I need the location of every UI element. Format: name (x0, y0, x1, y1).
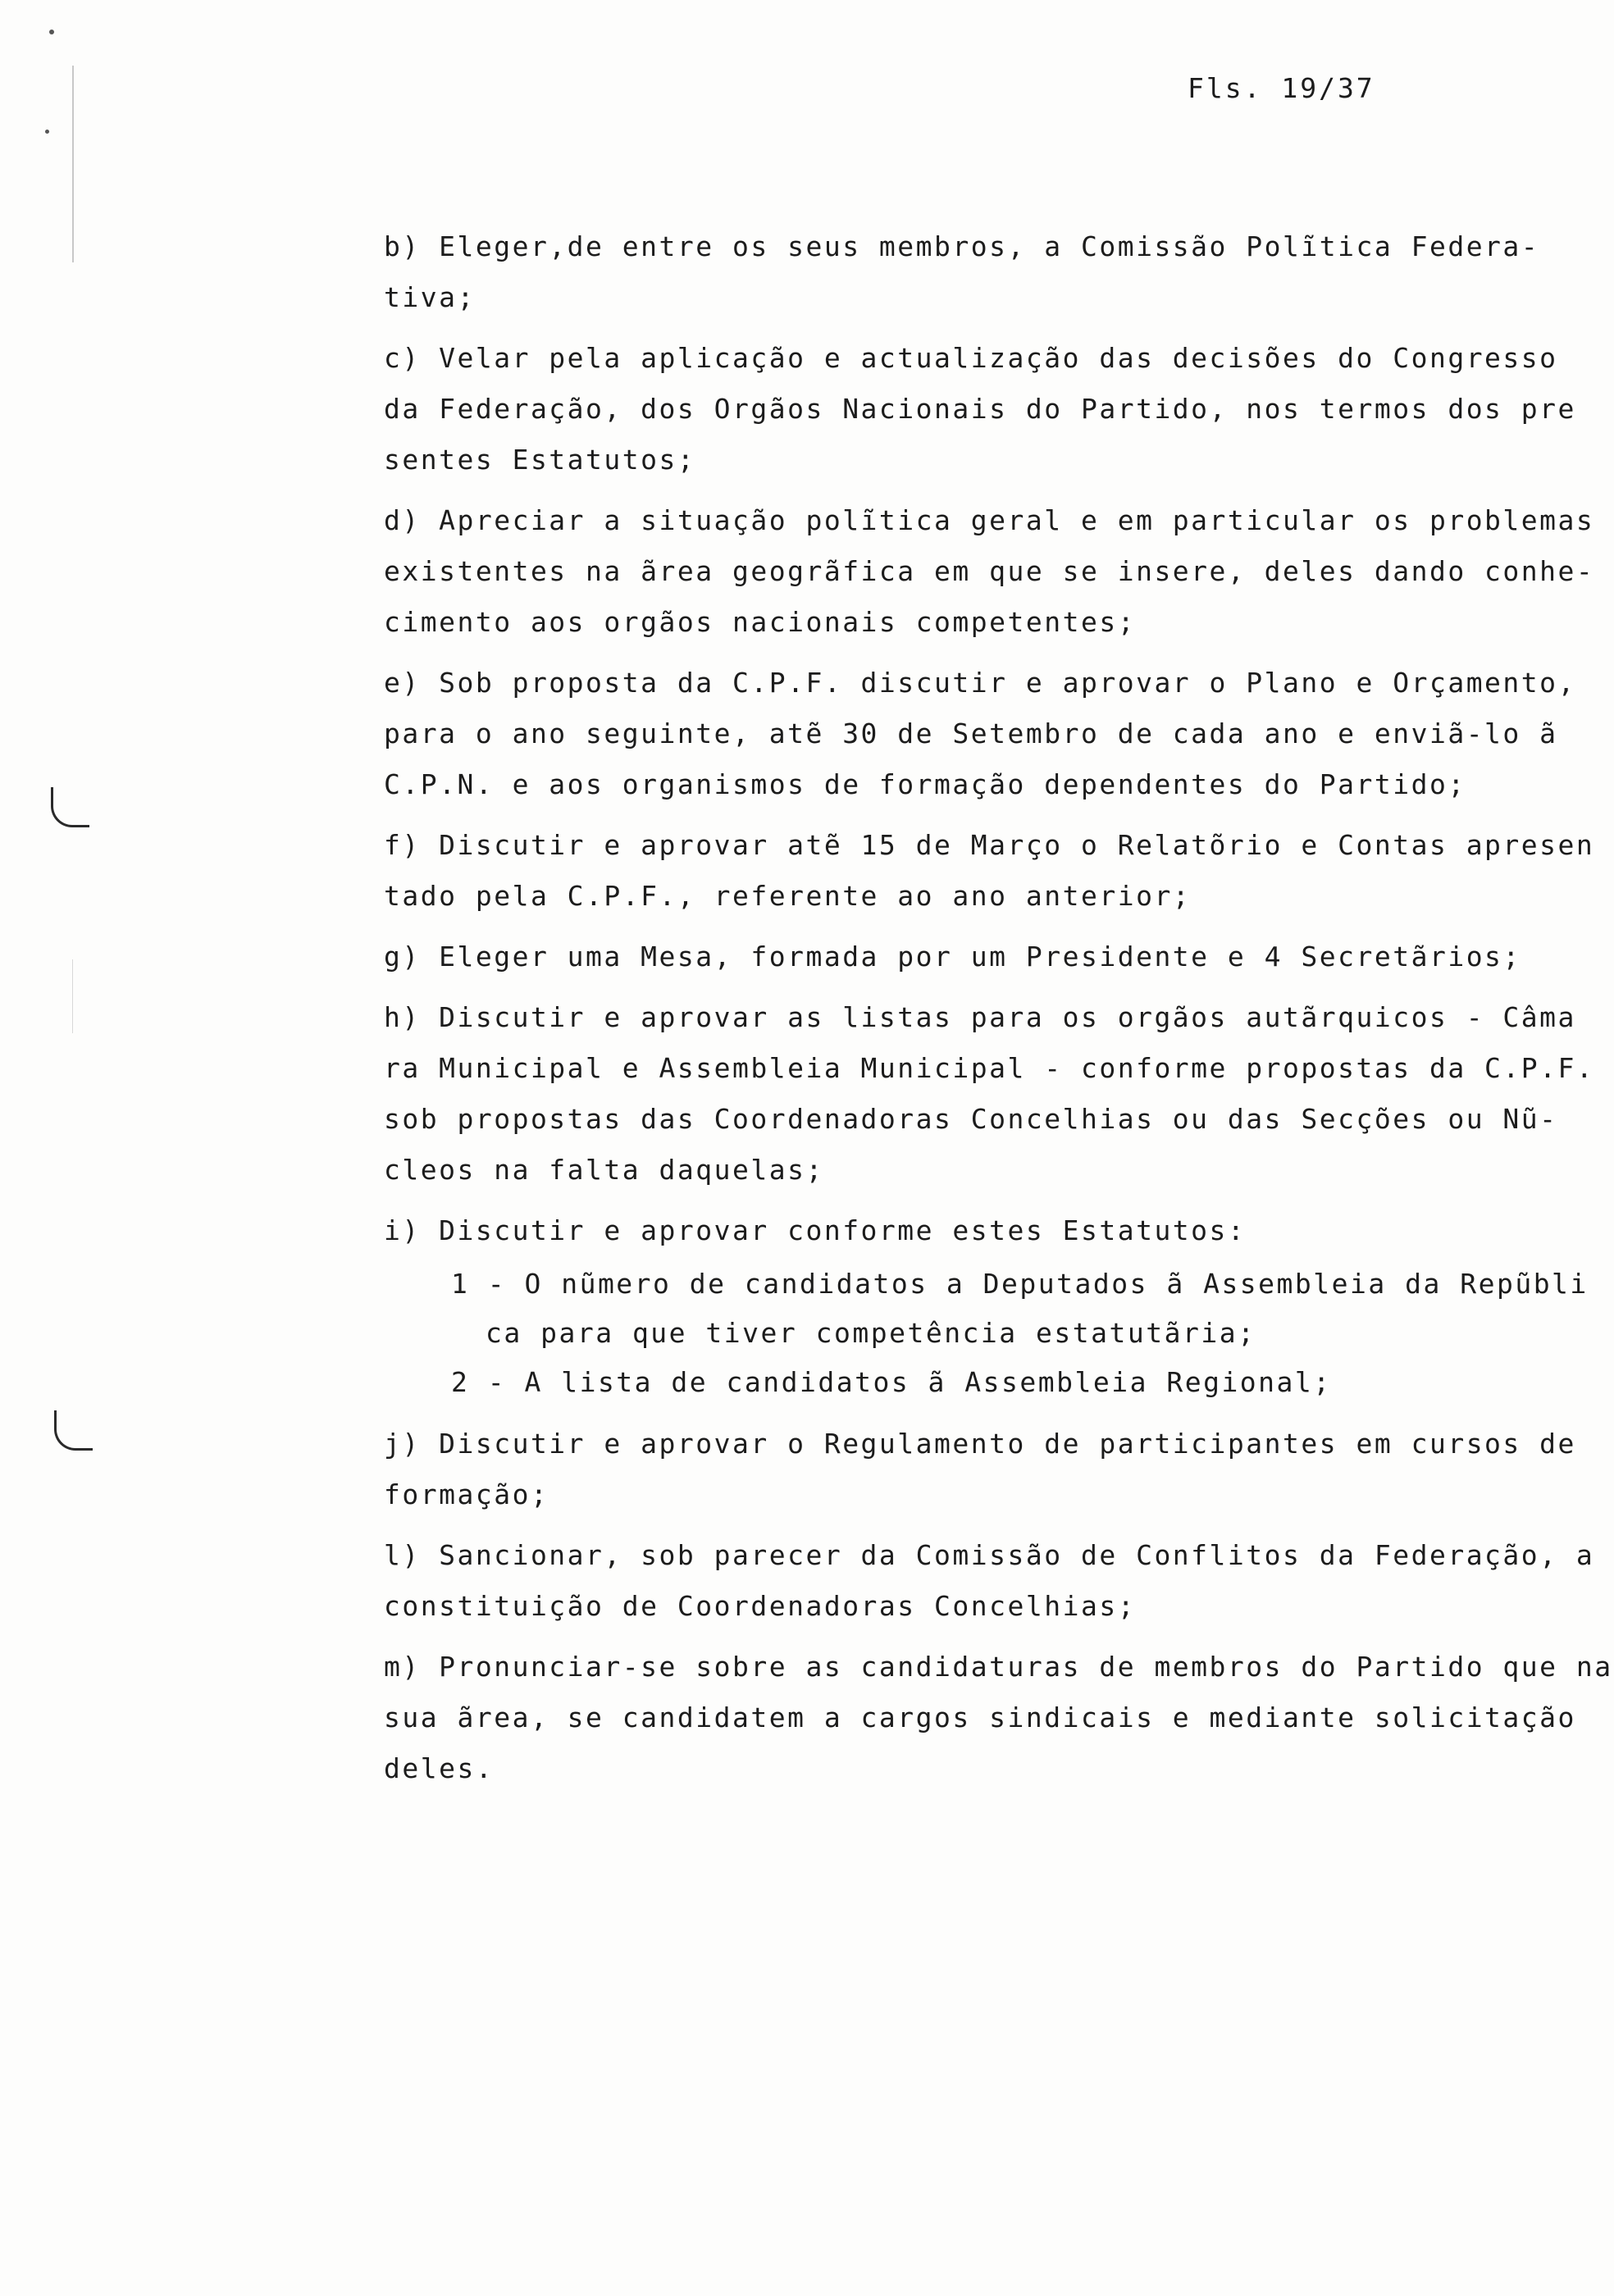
clause-j (384, 1419, 1576, 1520)
text-line: m) Pronunciar-se sobre as candidaturas de membros do Partido que na (384, 1651, 1613, 1683)
text-line: f) Discutir e aprovar atẽ 15 de Março o Relatõrio e Contas apresen (384, 829, 1595, 861)
text-line: sua ãrea, se candidatem a cargos sindicais e mediante solicitação (384, 1702, 1576, 1733)
text-line: h) Discutir e aprovar as listas para os orgãos autãrquicos - Câma (384, 1001, 1576, 1033)
document-body (384, 221, 1613, 1804)
punch-mark (49, 30, 54, 34)
text-line: g) Eleger uma Mesa, formada por um Presidente e 4 Secretãrios; (384, 941, 1521, 973)
text-line: tiva; (384, 281, 476, 313)
binding-margin-line-lower (72, 959, 73, 1033)
binding-hook-mark-upper (51, 787, 89, 827)
text-line: d) Apreciar a situação polĩtica geral e em particular os problemas (384, 504, 1595, 536)
text-line: c) Velar pela aplicação e actualização das decisões do Congresso (384, 342, 1558, 374)
text-line: ra Municipal e Assembleia Municipal - conforme propostas da C.P.F. (384, 1052, 1595, 1084)
text-line: para o ano seguinte, atẽ 30 de Setembro de cada ano e enviã-lo ã (384, 718, 1558, 749)
punch-mark-2 (45, 130, 49, 134)
text-line: i) Discutir e aprovar conforme estes Estatutos: (384, 1214, 1247, 1246)
clause-e (384, 658, 1576, 810)
text-line: tado pela C.P.F., referente ao ano anterior; (384, 880, 1192, 912)
text-line: da Federação, dos Orgãos Nacionais do Partido, nos termos dos pre (384, 393, 1576, 425)
text-line: constituição de Coordenadoras Concelhias; (384, 1590, 1137, 1622)
text-line: C.P.N. e aos organismos de formação dependentes do Partido; (384, 768, 1466, 800)
text-line: deles. (384, 1752, 495, 1784)
clause-c (384, 333, 1576, 485)
text-line: sentes Estatutos; (384, 444, 696, 476)
text-line: sob propostas das Coordenadoras Concelhias ou das Secções ou Nũ- (384, 1103, 1558, 1135)
text-line: formação; (384, 1478, 549, 1510)
sublist-item-2: 2 - A lista de candidatos ã Assembleia Regional; (451, 1366, 1332, 1398)
clause-l (384, 1530, 1595, 1632)
clause-d (384, 495, 1595, 648)
text-line: b) Eleger,de entre os seus membros, a Comissão Polĩtica Federa- (384, 230, 1540, 262)
clause-i (384, 1205, 1516, 1256)
text-line: existentes na ãrea geogrãfica em que se insere, deles dando conhe- (384, 555, 1595, 587)
sublist-item-1: 1 - O nũmero de candidatos a Deputados ã Assembleia da Repũbli (451, 1268, 1589, 1300)
text-line: j) Discutir e aprovar o Regulamento de participantes em cursos de (384, 1428, 1576, 1460)
clause-i-sublist (384, 1260, 1589, 1407)
clause-f (384, 820, 1595, 922)
text-line: cleos na falta daquelas; (384, 1154, 824, 1186)
text-line: l) Sancionar, sob parecer da Comissão de Conflitos da Federação, a (384, 1539, 1595, 1571)
text-line: cimento aos orgãos nacionais competentes; (384, 606, 1137, 638)
clause-h (384, 992, 1595, 1196)
binding-hook-mark-lower (54, 1410, 93, 1451)
binding-margin-line (72, 66, 74, 262)
page-folio-number: Fls. 19/37 (1188, 72, 1375, 104)
text-line: e) Sob proposta da C.P.F. discutir e aprovar o Plano e Orçamento, (384, 667, 1576, 699)
clause-b (384, 221, 1540, 323)
clause-m (384, 1642, 1613, 1794)
clause-g (384, 932, 1521, 982)
sublist-item-1-continuation: ca para que tiver competência estatutãria; (486, 1317, 1256, 1349)
